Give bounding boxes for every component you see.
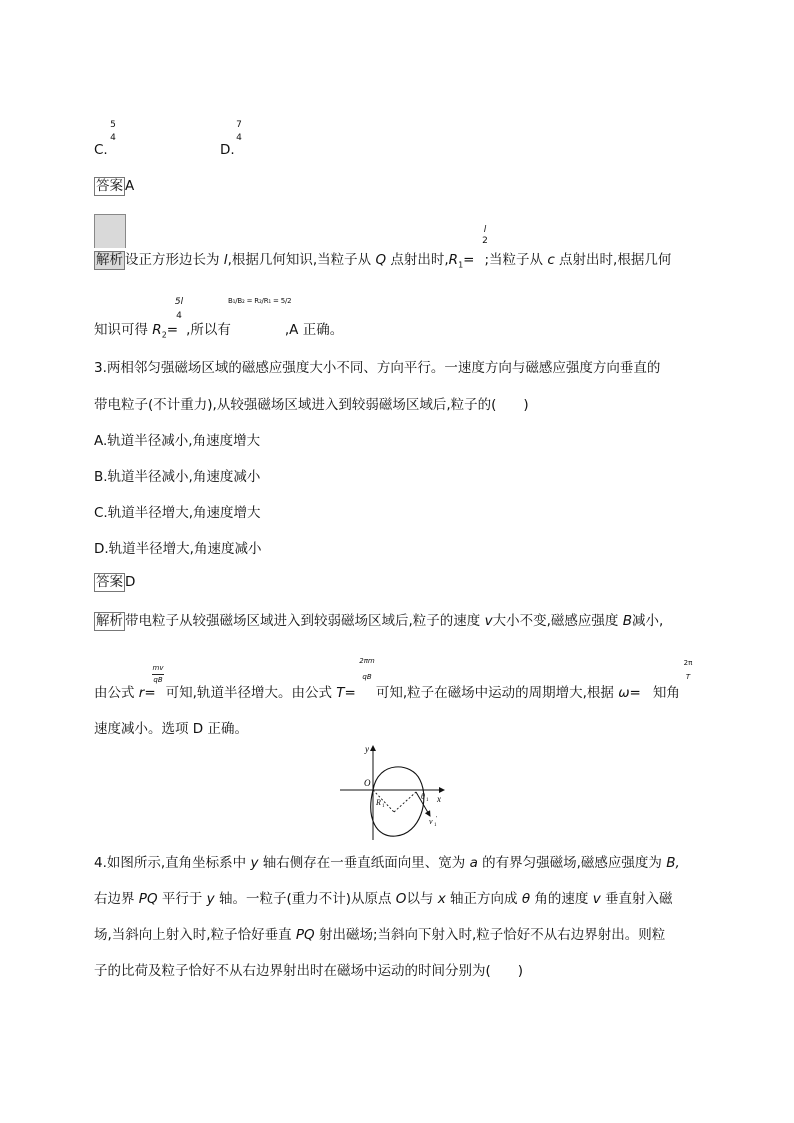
r2-subscript: 2 <box>161 330 167 340</box>
text: 轴右侧存在一垂直纸面向里、宽为 <box>258 855 470 871</box>
analysis-tag: 解析 <box>96 252 123 268</box>
text: 4.如图所示,直角坐标系中 <box>94 855 251 871</box>
text: 可知,轨道半径增大。由公式 <box>165 685 337 701</box>
text: ,A 正确。 <box>284 322 344 338</box>
q3-stem-line2: 带电粒子(不计重力),从较强磁场区域进入到较弱磁场区域后,粒子的( ) <box>94 397 529 413</box>
equals: = <box>463 252 475 268</box>
r1-frac-num: l <box>483 225 487 235</box>
text: 减小, <box>631 613 664 629</box>
x-axis-label: x <box>437 794 441 804</box>
answer-tag: 答案 <box>96 178 123 194</box>
text: 的有界匀强磁场,磁感应强度为 <box>477 855 667 871</box>
ratio-expression: B₁/B₂ = R₂/R₁ = 5/2 <box>228 297 292 305</box>
trajectory-figure <box>340 742 456 842</box>
text: 知识可得 <box>94 322 153 338</box>
text: 知角 <box>652 685 680 701</box>
option-d-numerator: 7 <box>236 120 242 130</box>
q3-option-d: D.轨道半径增大,角速度减小 <box>94 541 262 557</box>
var-y: y <box>206 891 215 907</box>
q4-line3 <box>94 923 665 943</box>
answer-value: D <box>125 574 136 590</box>
radius-line-2 <box>394 792 416 812</box>
var-c: c <box>547 252 555 268</box>
q2-analysis-line2 <box>94 318 343 340</box>
var-q: Q <box>375 252 387 268</box>
text: ,根据几何知识,当粒子从 <box>227 252 376 268</box>
text: 由公式 <box>94 685 139 701</box>
text: 带电粒子从较强磁场区域进入到较弱磁场区域后,粒子的速度 <box>125 613 485 629</box>
origin-label: O <box>364 778 371 788</box>
text: 轴。一粒子(重力不计)从原点 <box>214 891 396 907</box>
var-a: a <box>469 855 478 871</box>
r1-frac-den: 2 <box>482 236 488 246</box>
t-formula: T= <box>336 685 356 701</box>
var-o: O <box>395 891 407 907</box>
t-frac-num: 2πm <box>359 657 375 665</box>
var-r2: R <box>152 322 162 338</box>
velocity-subscript: 1 <box>434 823 437 828</box>
y-axis-label: y <box>365 744 369 754</box>
w-frac-num: 2π <box>683 659 693 667</box>
r2-frac-num: 5l <box>174 297 184 307</box>
w-fraction <box>681 659 695 682</box>
q3-option-a: A.轨道半径减小,角速度增大 <box>94 433 261 449</box>
q3-answer-line <box>94 573 135 592</box>
q2-analysis-line1 <box>94 248 671 270</box>
q3-analysis-line1 <box>94 609 663 631</box>
text: 角的速度 <box>530 891 593 907</box>
r1-subscript: 1 <box>458 260 464 270</box>
var-x: x <box>437 891 446 907</box>
var-l: l <box>223 252 228 268</box>
var-v: v <box>484 613 493 629</box>
r2-frac-den: 4 <box>176 311 182 321</box>
q3-stem-line1: 3.两相邻匀强磁场区域的磁感应强度大小不同、方向平行。一速度方向与磁感应强度方向垂直的 <box>94 360 661 376</box>
radius-label: R <box>376 798 381 807</box>
text: 垂直射入磁 <box>600 891 673 907</box>
q4-line4: 子的比荷及粒子恰好不从右边界射出时在磁场中运动的时间分别为( ) <box>94 963 524 979</box>
q3-analysis-line3: 速度减小。选项 D 正确。 <box>94 721 248 737</box>
r-frac-num: mv <box>152 664 164 672</box>
text: 设正方形边长为 <box>125 252 224 268</box>
theta-label: θ <box>421 792 425 801</box>
option-d-denominator: 4 <box>236 133 242 143</box>
text: 以与 <box>406 891 438 907</box>
option-c-denominator: 4 <box>110 133 116 143</box>
equals: = <box>166 322 179 338</box>
var-pq: PQ <box>295 927 315 943</box>
text: 大小不变,磁感应强度 <box>492 613 623 629</box>
r-frac-den: qB <box>153 676 163 684</box>
t-frac-den: qB <box>362 673 372 681</box>
analysis-tag-box <box>94 214 126 248</box>
text: 平行于 <box>157 891 207 907</box>
text: 场,当斜向上射入时,粒子恰好垂直 <box>94 927 296 943</box>
text: 射出磁场;当斜向下射入时,粒子恰好不从右边界射出。则粒 <box>314 927 666 943</box>
q3-option-c: C.轨道半径增大,角速度增大 <box>94 505 261 521</box>
text: ;当粒子从 <box>484 252 548 268</box>
theta-subscript: 1 <box>426 798 429 803</box>
var-y: y <box>250 855 259 871</box>
velocity-superscript: ' <box>436 816 438 822</box>
option-d-label: D. <box>220 142 235 158</box>
answer-value: A <box>125 178 135 194</box>
r1-fraction <box>480 226 490 246</box>
var-b: B <box>622 613 632 629</box>
option-c-label: C. <box>94 142 108 158</box>
option-d-fraction <box>234 121 244 143</box>
q4-line1 <box>94 851 680 871</box>
var-r1: R <box>448 252 459 268</box>
option-c-fraction <box>108 121 118 143</box>
q3-analysis-line2 <box>94 681 680 701</box>
var-v: v <box>592 891 601 907</box>
analysis-tag: 解析 <box>96 613 123 629</box>
var-pq: PQ <box>138 891 158 907</box>
text: 点射出时,根据几何 <box>554 252 672 268</box>
text: 点射出时, <box>386 252 449 268</box>
t-fraction <box>356 657 378 682</box>
var-theta: θ <box>521 891 531 907</box>
q4-line2 <box>94 887 672 907</box>
text: 可知,粒子在磁场中运动的周期增大,根据 <box>375 685 619 701</box>
option-c-numerator: 5 <box>110 120 116 130</box>
var-b: B, <box>666 855 680 871</box>
radius-subscript: 1 <box>382 804 385 809</box>
r-formula: r= <box>138 685 156 701</box>
answer-tag: 答案 <box>96 574 123 590</box>
q2-answer-line <box>94 177 134 196</box>
text: 轴正方向成 <box>445 891 522 907</box>
q3-option-b: B.轨道半径减小,角速度减小 <box>94 469 261 485</box>
text: ,所以有 <box>186 322 231 338</box>
text: 右边界 <box>94 891 139 907</box>
velocity-label: v <box>429 817 433 826</box>
w-formula: ω= <box>618 685 641 701</box>
fraction-bar <box>152 674 164 675</box>
w-frac-den: T <box>685 673 691 681</box>
